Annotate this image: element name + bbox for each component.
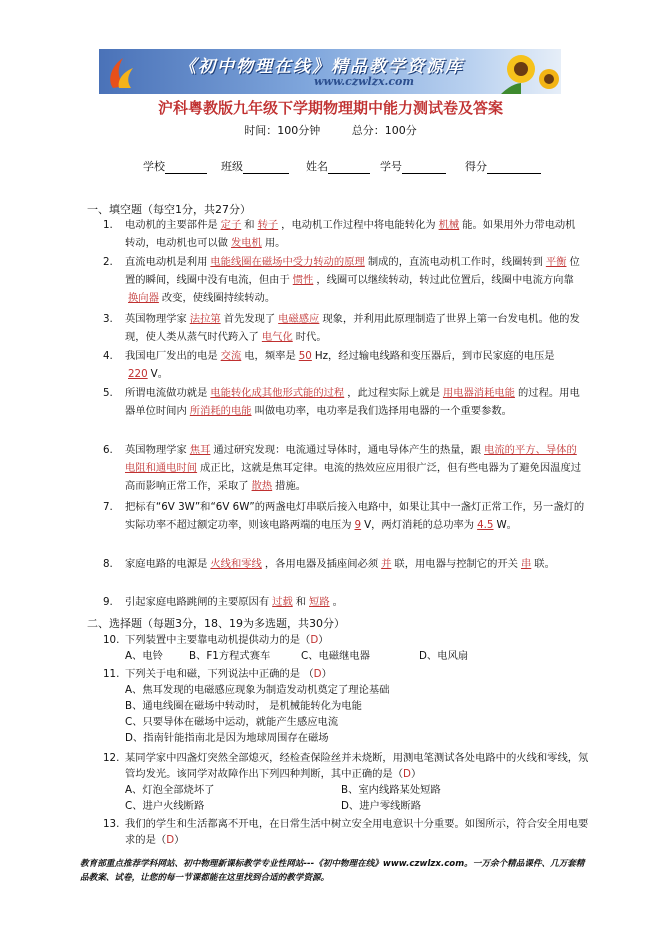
answer-blank[interactable]: 50 xyxy=(298,350,312,362)
name-label: 姓名 xyxy=(306,160,328,173)
question-stem-close: ） xyxy=(410,768,422,780)
question-text: 所谓电流做功就是 xyxy=(125,387,208,399)
question-number: 3. xyxy=(103,313,113,325)
answer-blank[interactable]: 串 xyxy=(520,558,532,570)
sunflower-icon xyxy=(491,49,561,94)
question-text: 成正比，这就是焦耳定律。电流的热效应应用很广泛，但有些电器为了避免因温度过高而影响正常工作，采取了 xyxy=(125,462,582,492)
fill-question xyxy=(103,216,585,252)
question-number: 10. xyxy=(103,634,120,646)
question-text: V，两灯消耗的总功率为 xyxy=(364,519,475,531)
question-text: 现象，并利用此原理制造了世界上第一台发电机。他的发现，使人类从蒸气时代跨入了 xyxy=(125,313,580,343)
page-footer: 教育部重点推荐学科网站、初中物理新课标教学专业性网站---《初中物理在线》www.czwlzx.com。一万余个精品课件、几万套精品教案、试卷，让您的每一节课都能在这里找到合适的教学资源。 xyxy=(80,859,585,883)
question-text: 用。 xyxy=(264,237,286,249)
option-a[interactable]: A、焦耳发现的电磁感应现象为制造发动机奠定了理论基础 xyxy=(125,684,390,696)
question-number: 8. xyxy=(103,558,113,570)
question-stem: 下列装置中主要靠电动机提供动力的是（ xyxy=(125,634,311,646)
question-text: 时代。 xyxy=(295,331,327,343)
answer-choice[interactable]: D xyxy=(166,834,175,846)
option-c[interactable]: C、只要导体在磁场中运动，就能产生感应电流 xyxy=(125,716,339,728)
question-text: 位置的瞬间，线圈中没有电流，但由于 xyxy=(125,256,580,286)
class-field[interactable] xyxy=(221,158,289,174)
answer-blank[interactable]: 9 xyxy=(354,519,362,531)
option-a[interactable]: A、灯泡全部烧坏了 xyxy=(125,784,215,796)
answer-blank[interactable]: 惯性 xyxy=(292,274,314,286)
option-row xyxy=(125,798,593,814)
answer-blank[interactable]: 散热 xyxy=(251,480,273,492)
option-row xyxy=(125,648,593,664)
school-label: 学校 xyxy=(143,160,165,173)
answer-blank[interactable]: 电气化 xyxy=(261,331,293,343)
exam-time: 时间：100分钟 xyxy=(244,124,321,137)
answer-blank[interactable]: 过载 xyxy=(272,596,293,608)
question-stem: 我们的学生和生活都离不开电，在日常生活中树立安全用电意识十分重要。如图所示，符合安全用电要求的是（ xyxy=(125,818,589,846)
section-choice-heading: 二、选择题（每题3分，18、19为多选题，共30分） xyxy=(87,617,345,630)
answer-blank[interactable]: 机械 xyxy=(438,219,460,231)
answer-choice[interactable]: D xyxy=(310,634,319,646)
fill-question xyxy=(103,384,585,420)
question-text: 制成的，直流电动机工作时，线圈转到 xyxy=(367,256,543,268)
question-number: 1. xyxy=(103,219,113,231)
score-field[interactable] xyxy=(465,158,541,174)
answer-blank[interactable]: 交流 xyxy=(220,350,242,362)
question-text: V。 xyxy=(150,368,168,380)
question-stem: 某同学家中四盏灯突然全部熄灭，经检查保险丝并未烧断，用测电笔测试各处电路中的火线和零线，氖管均发光。该同学对故障作出下列四种判断，其中正确的是（ xyxy=(125,752,589,780)
question-text: 联。 xyxy=(534,558,555,570)
school-field[interactable] xyxy=(143,158,207,174)
question-number: 2. xyxy=(103,256,113,268)
answer-blank[interactable]: 电流的平方、导体的电阻和通电时间 xyxy=(125,444,577,474)
answer-blank[interactable]: 短路 xyxy=(309,596,330,608)
score-label: 得分 xyxy=(465,160,487,173)
question-text: 和 xyxy=(244,219,255,231)
question-text: Hz，经过输电线路和变压器后，到市民家庭的电压是 xyxy=(314,350,555,362)
question-text: 的过程。用电器单位时间内 xyxy=(125,387,580,417)
student-number-field[interactable] xyxy=(380,158,446,174)
question-number: 13. xyxy=(103,818,120,830)
answer-blank[interactable]: 法拉第 xyxy=(189,313,221,325)
exam-meta xyxy=(0,122,661,138)
question-text: 和 xyxy=(295,596,307,608)
option-d[interactable]: D、进户零线断路 xyxy=(341,800,422,812)
answer-choice[interactable]: D xyxy=(313,668,322,680)
question-text: 通过研究发现：电流通过导体时，通电导体产生的热量，跟 xyxy=(213,444,482,456)
answer-choice[interactable]: D xyxy=(403,768,411,780)
fill-question xyxy=(103,593,585,611)
question-text: 家庭电路的电源是 xyxy=(125,558,208,570)
answer-blank[interactable]: 换向器 xyxy=(128,292,159,304)
answer-blank[interactable]: 电磁感应 xyxy=(278,313,320,325)
fill-question xyxy=(103,555,585,573)
question-text: ，电动机工作过程中将电能转化为 xyxy=(281,219,436,231)
option-c[interactable]: C、电磁继电器 xyxy=(301,650,370,662)
exam-total-score: 总分：100分 xyxy=(351,124,417,137)
question-number: 11. xyxy=(103,668,120,680)
banner-title: 《初中物理在线》精品教学资源库 xyxy=(179,57,464,77)
question-text: 改变，使线圈持续转动。 xyxy=(161,292,276,304)
question-text: 能。如果用外力带电动机转动，电动机也可以做 xyxy=(125,219,576,249)
question-text: 联，用电器与控制它的开关 xyxy=(394,558,518,570)
question-text: 措施。 xyxy=(275,480,307,492)
answer-blank[interactable]: 焦耳 xyxy=(189,444,211,456)
answer-blank[interactable]: 电能线圈在磁场中受力转动的原理 xyxy=(210,256,365,268)
question-text: 把标有“6V 3W”和“6V 6W”的两盏电灯串联后接入电路中，如果让其中一盏灯正常工作，另一盏灯的实际功率不超过额定功率，则该电路两端的电压为 xyxy=(125,501,585,531)
question-stem-close: ） xyxy=(318,634,329,646)
option-a[interactable]: A、电铃 xyxy=(125,650,163,662)
fill-question xyxy=(103,498,585,534)
question-text: 我国电厂发出的电是 xyxy=(125,350,218,362)
fill-question xyxy=(103,347,585,383)
question-text: ，线圈可以继续转动，转过此位置后，线圈中电流方向靠 xyxy=(316,274,574,286)
question-stem-close: ） xyxy=(174,834,185,846)
question-text: 电动机的主要部件是 xyxy=(125,219,218,231)
question-text: 直流电动机是利用 xyxy=(125,256,208,268)
name-field[interactable] xyxy=(306,158,370,174)
section-fill-heading: 一、填空题（每空1分，共27分） xyxy=(87,203,251,216)
page-title: 沪科粤教版九年级下学期物理期中能力测试卷及答案 xyxy=(157,99,503,117)
answer-blank[interactable]: 用电器消耗电能 xyxy=(442,387,515,399)
answer-blank[interactable]: 220 xyxy=(128,368,148,380)
question-text: 引起家庭电路跳闸的主要原因有 xyxy=(125,596,270,608)
question-number: 9. xyxy=(103,596,113,608)
choice-question xyxy=(103,750,593,814)
choice-question xyxy=(103,666,593,746)
answer-blank[interactable]: 火线和零线 xyxy=(210,558,262,570)
fill-question xyxy=(103,310,585,346)
option-c[interactable]: C、进户火线断路 xyxy=(125,800,205,812)
option-row xyxy=(125,782,593,798)
question-text: ，此过程实际上就是 xyxy=(347,387,440,399)
option-d[interactable]: D、电风扇 xyxy=(419,650,469,662)
choice-question xyxy=(103,816,593,848)
question-text: W。 xyxy=(496,519,517,531)
question-number: 6. xyxy=(103,444,113,456)
question-number: 4. xyxy=(103,350,113,362)
question-text: 叫做电功率，电功率是我们选择用电器的一个重要参数。 xyxy=(254,405,512,417)
header-banner xyxy=(99,49,561,94)
option-b[interactable]: B、通电线圈在磁场中转动时， 是机械能转化为电能 xyxy=(125,700,362,712)
fill-question xyxy=(103,253,585,307)
option-b[interactable]: B、室内线路某处短路 xyxy=(341,784,441,796)
question-text: 英国物理学家 xyxy=(125,313,187,325)
answer-blank[interactable]: 所消耗的电能 xyxy=(189,405,252,417)
option-b[interactable]: B、F1方程式赛车 xyxy=(189,650,271,662)
answer-blank[interactable]: 发电机 xyxy=(230,237,262,249)
number-label: 学号 xyxy=(380,160,402,173)
question-text: 英国物理学家 xyxy=(125,444,187,456)
banner-url[interactable]: www.czwlzx.com xyxy=(314,75,415,88)
answer-blank[interactable]: 平衡 xyxy=(545,256,567,268)
question-text: ，各用电器及插座间必须 xyxy=(264,558,379,570)
choice-question xyxy=(103,632,593,664)
site-logo-icon xyxy=(105,54,137,90)
question-number: 5. xyxy=(103,387,113,399)
answer-blank[interactable]: 并 xyxy=(381,558,392,570)
answer-blank[interactable]: 转子 xyxy=(257,219,279,231)
question-text: 首先发现了 xyxy=(223,313,276,325)
question-number: 12. xyxy=(103,752,120,764)
question-number: 7. xyxy=(103,501,113,513)
question-text: 。 xyxy=(332,596,343,608)
question-text: 电，频率是 xyxy=(244,350,296,362)
question-stem-close: ） xyxy=(321,668,332,680)
option-d[interactable]: D、指南针能指南北是因为地球周围存在磁场 xyxy=(125,732,329,744)
answer-blank[interactable]: 4.5 xyxy=(477,519,494,531)
answer-blank[interactable]: 定子 xyxy=(220,219,242,231)
question-stem: 下列关于电和磁，下列说法中正确的是 （ xyxy=(125,668,314,680)
class-label: 班级 xyxy=(221,160,243,173)
answer-blank[interactable]: 电能转化成其他形式能的过程 xyxy=(210,387,345,399)
fill-question xyxy=(103,441,585,495)
